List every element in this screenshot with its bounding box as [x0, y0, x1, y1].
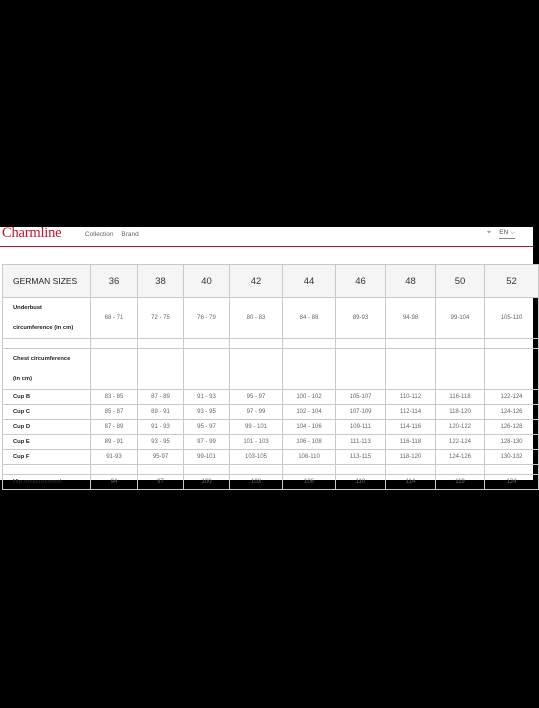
cup-row — [3, 435, 539, 450]
cup-value-cell: 89 - 91 — [138, 405, 184, 420]
cup-value-cell: 105-107 — [336, 390, 386, 405]
size-table — [2, 264, 539, 490]
hip-row — [3, 475, 539, 490]
cup-value-cell: 99-101 — [184, 450, 230, 465]
cup-value-cell: 95 - 97 — [230, 390, 283, 405]
cup-value-cell: 83 - 85 — [91, 390, 138, 405]
spacer-cell — [386, 465, 436, 475]
cup-value-cell: 124-126 — [485, 405, 539, 420]
underbust-cell: 89-93 — [336, 298, 386, 339]
size-table-body — [3, 265, 539, 490]
spacer-cell — [283, 465, 336, 475]
spacer-cell — [230, 465, 283, 475]
cup-value-cell: 130-132 — [485, 450, 539, 465]
size-header-cell: 40 — [184, 265, 230, 298]
cup-value-cell: 97 - 99 — [230, 405, 283, 420]
cup-value-cell: 124-126 — [436, 450, 485, 465]
underbust-label-line1: Underbust — [13, 305, 42, 311]
cup-value-cell: 87 - 89 — [138, 390, 184, 405]
cup-value-cell: 110-112 — [386, 390, 436, 405]
size-header-cell: 42 — [230, 265, 283, 298]
cup-label: Cup E — [3, 435, 91, 450]
cup-value-cell: 126-128 — [485, 420, 539, 435]
cup-value-cell: 104 - 106 — [283, 420, 336, 435]
size-header-cell: 52 — [485, 265, 539, 298]
cup-row — [3, 450, 539, 465]
cup-value-cell: 99 - 101 — [230, 420, 283, 435]
nav-brand[interactable]: Brand — [121, 231, 139, 238]
cup-label: Cup D — [3, 420, 91, 435]
spacer-cell — [138, 465, 184, 475]
underbust-cell: 84 - 88 — [283, 298, 336, 339]
underbust-cell: 105-110 — [485, 298, 539, 339]
spacer-row — [3, 465, 539, 475]
cup-value-cell: 87 - 89 — [91, 420, 138, 435]
empty-cell — [91, 349, 138, 390]
cup-value-cell: 112-114 — [386, 405, 436, 420]
empty-cell — [386, 349, 436, 390]
cup-value-cell: 118-120 — [436, 405, 485, 420]
chest-label-row — [3, 349, 539, 390]
spacer-cell — [184, 465, 230, 475]
language-label: EN — [499, 229, 509, 236]
hip-cell: 119 — [436, 475, 485, 490]
cup-value-cell: 100 - 102 — [283, 390, 336, 405]
spacer-cell — [91, 339, 138, 349]
language-selector[interactable]: EN ⌵ — [499, 229, 515, 239]
spacer-cell — [91, 465, 138, 475]
cup-label: Cup F — [3, 450, 91, 465]
empty-cell — [184, 349, 230, 390]
underbust-cell: 80 - 83 — [230, 298, 283, 339]
empty-cell — [336, 349, 386, 390]
cup-value-cell: 93 - 95 — [184, 405, 230, 420]
main-nav — [85, 231, 145, 238]
cup-value-cell: 128-130 — [485, 435, 539, 450]
size-header-cell: 38 — [138, 265, 184, 298]
spacer-cell — [436, 339, 485, 349]
cup-value-cell: 91 - 93 — [138, 420, 184, 435]
spacer-cell — [283, 339, 336, 349]
header-divider — [0, 246, 533, 247]
cup-label: Cup C — [3, 405, 91, 420]
cup-value-cell: 85 - 87 — [91, 405, 138, 420]
spacer-cell — [3, 339, 91, 349]
brand-logo[interactable]: Charmline — [2, 225, 62, 241]
location-pin-icon[interactable]: ⌖ — [487, 229, 491, 236]
cup-value-cell: 89 - 91 — [91, 435, 138, 450]
table-header-row — [3, 265, 539, 298]
cup-value-cell: 118-120 — [386, 450, 436, 465]
cup-label: Cup B — [3, 390, 91, 405]
cup-value-cell: 101 - 103 — [230, 435, 283, 450]
cup-value-cell: 95-97 — [138, 450, 184, 465]
underbust-label-line2: circumference (in cm) — [13, 325, 74, 331]
cup-row — [3, 420, 539, 435]
hip-cell: 100 — [184, 475, 230, 490]
cup-value-cell: 93 - 95 — [138, 435, 184, 450]
cup-value-cell: 116-118 — [436, 390, 485, 405]
hip-cell: 97 — [138, 475, 184, 490]
underbust-cell: 68 - 71 — [91, 298, 138, 339]
size-header-cell: 50 — [436, 265, 485, 298]
spacer-cell — [230, 339, 283, 349]
underbust-label — [3, 298, 91, 339]
size-header-cell: 46 — [336, 265, 386, 298]
spacer-row — [3, 339, 539, 349]
cup-value-cell: 95 - 97 — [184, 420, 230, 435]
spacer-cell — [386, 339, 436, 349]
hip-cell: 103 — [230, 475, 283, 490]
cup-value-cell: 109-111 — [336, 420, 386, 435]
chest-label-line1: Chest circumference — [13, 356, 71, 362]
hip-cell: 106 — [283, 475, 336, 490]
cup-row — [3, 405, 539, 420]
spacer-cell — [336, 339, 386, 349]
size-chart-page — [0, 225, 533, 485]
cup-value-cell: 122-124 — [436, 435, 485, 450]
hip-cell: 94 — [91, 475, 138, 490]
spacer-cell — [436, 465, 485, 475]
cup-value-cell: 122-124 — [485, 390, 539, 405]
cup-value-cell: 91-93 — [91, 450, 138, 465]
spacer-cell — [485, 339, 539, 349]
underbust-cell: 99-104 — [436, 298, 485, 339]
spacer-cell — [184, 339, 230, 349]
cup-value-cell: 111-113 — [336, 435, 386, 450]
empty-cell — [138, 349, 184, 390]
spacer-cell — [485, 465, 539, 475]
size-heading: GERMAN SIZES — [3, 265, 91, 298]
chest-label — [3, 349, 91, 390]
cup-value-cell: 103-105 — [230, 450, 283, 465]
cup-row — [3, 390, 539, 405]
empty-cell — [230, 349, 283, 390]
underbust-cell: 76 - 79 — [184, 298, 230, 339]
size-header-cell: 36 — [91, 265, 138, 298]
chest-label-line2: (in cm) — [13, 376, 33, 382]
empty-cell — [283, 349, 336, 390]
hip-label: Hip measurement — [3, 475, 91, 490]
empty-cell — [436, 349, 485, 390]
size-header-cell: 44 — [283, 265, 336, 298]
cup-value-cell: 120-122 — [436, 420, 485, 435]
cup-value-cell: 107-109 — [336, 405, 386, 420]
site-header — [0, 227, 533, 247]
cup-value-cell: 114-116 — [386, 420, 436, 435]
spacer-cell — [3, 465, 91, 475]
underbust-row — [3, 298, 539, 339]
spacer-cell — [336, 465, 386, 475]
cup-value-cell: 108-110 — [283, 450, 336, 465]
hip-cell: 124 — [485, 475, 539, 490]
cup-value-cell: 106 - 108 — [283, 435, 336, 450]
hip-cell: 110 — [336, 475, 386, 490]
cup-value-cell: 102 - 104 — [283, 405, 336, 420]
underbust-cell: 72 - 75 — [138, 298, 184, 339]
hip-cell: 114 — [386, 475, 436, 490]
cup-value-cell: 116-118 — [386, 435, 436, 450]
size-header-cell: 48 — [386, 265, 436, 298]
underbust-cell: 94-98 — [386, 298, 436, 339]
cup-value-cell: 113-115 — [336, 450, 386, 465]
cup-value-cell: 97 - 99 — [184, 435, 230, 450]
empty-cell — [485, 349, 539, 390]
nav-collection[interactable]: Collection — [85, 231, 114, 238]
spacer-cell — [138, 339, 184, 349]
cup-value-cell: 91 - 93 — [184, 390, 230, 405]
